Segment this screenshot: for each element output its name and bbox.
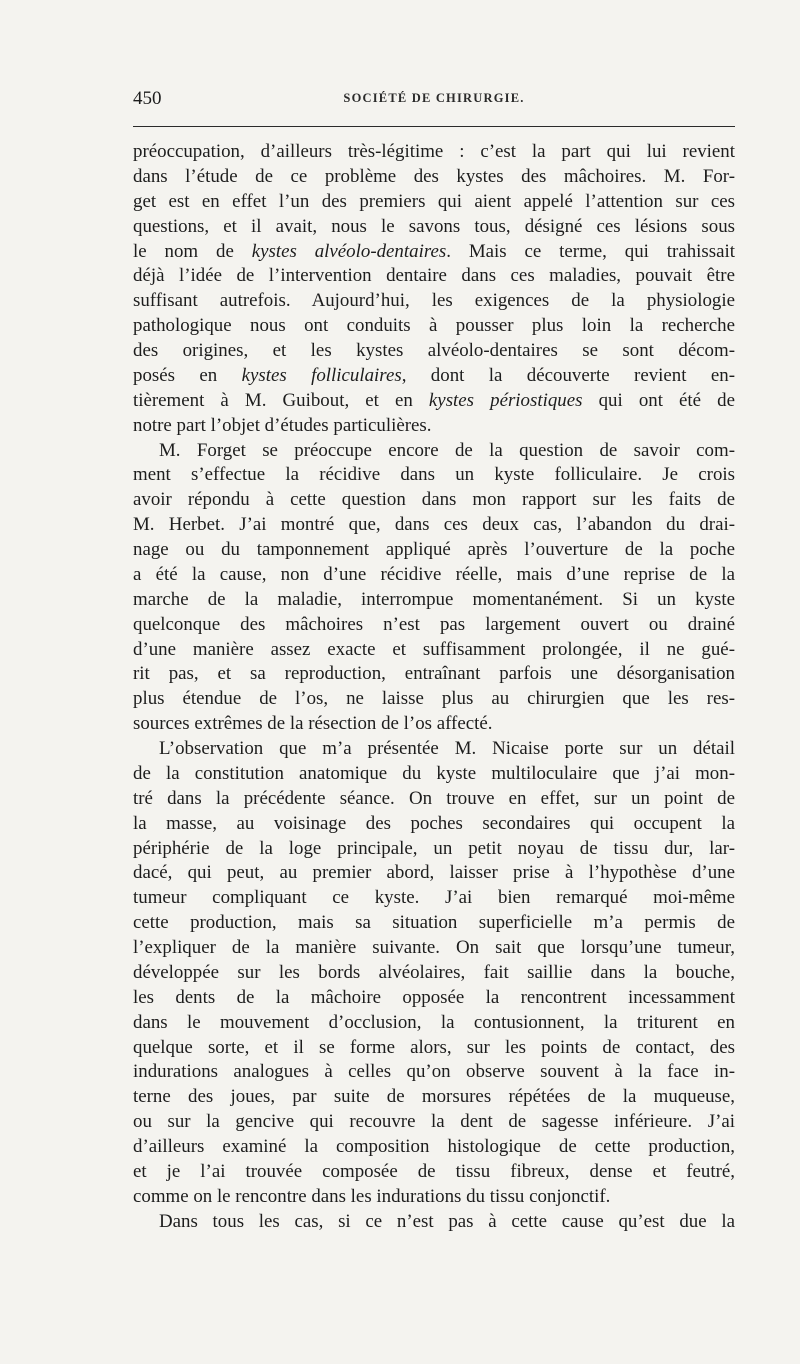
page-number: 450 <box>133 88 162 109</box>
text-line: pathologique nous ont conduits à pousser plus loin la recherche <box>133 315 735 337</box>
header-rule <box>133 126 735 127</box>
running-head <box>133 88 735 110</box>
text-line: notre part l’objet d’études particulières. <box>133 414 432 436</box>
text-line: périphérie de la loge principale, un petit noyau de tissu dur, lar- <box>133 837 735 859</box>
text-line: L’observation que m’a présentée M. Nicaise porte sur un détail <box>159 738 735 759</box>
paragraph-4 <box>133 1210 735 1235</box>
text-line: rit pas, et sa reproduction, entraînant parfois une désorganisation <box>133 663 735 685</box>
text-line: M. Herbet. J’ai montré que, dans ces deux cas, l’abandon du drai- <box>133 514 735 536</box>
text-line: tumeur compliquant ce kyste. J’ai bien remarqué moi-même <box>133 887 735 909</box>
text-line: ment s’effectue la récidive dans un kyste folliculaire. Je crois <box>133 464 735 486</box>
body-text <box>133 140 735 1235</box>
text-line <box>133 240 735 265</box>
paragraph-2 <box>133 439 735 738</box>
italic-term: kystes alvéolo-dentaires <box>251 240 447 262</box>
text-line: dans le mouvement d’occlusion, la contusionnent, la triturent en <box>133 1011 735 1033</box>
text-line: avoir répondu à cette question dans mon rapport sur les faits de <box>133 489 735 511</box>
text-line: la masse, au voisinage des poches secondaires qui occupent la <box>133 812 735 834</box>
book-page <box>133 88 735 1235</box>
italic-term: kystes folliculaires <box>241 364 402 386</box>
text-line: nage ou du tamponnement appliqué après l’ouverture de la poche <box>133 539 735 560</box>
text-run: tièrement à M. Guibout, et en <box>133 389 429 411</box>
text-line: Dans tous les cas, si ce n’est pas à cette cause qu’est due la <box>159 1210 735 1232</box>
text-line: a été la cause, non d’une récidive réelle, mais d’une reprise de la <box>133 563 735 585</box>
text-line: quelque sorte, et il se forme alors, sur les points de contact, des <box>133 1036 735 1058</box>
text-line: cette production, mais sa situation superficielle m’a permis de <box>133 912 735 934</box>
text-line: et je l’ai trouvée composée de tissu fibreux, dense et feutré, <box>133 1160 735 1182</box>
text-line: les dents de la mâchoire opposée la rencontrent incessamment <box>133 986 735 1008</box>
text-run: posés en <box>133 364 242 386</box>
text-run: , dont la découverte revient en- <box>401 364 735 386</box>
text-line: préoccupation, d’ailleurs très-légitime : c’est la part qui lui revient <box>133 141 735 162</box>
text-line: indurations analogues à celles qu’on observe souvent à la face in- <box>133 1061 735 1083</box>
text-line: quelconque des mâchoires n’est pas largement ouvert ou drainé <box>133 613 735 635</box>
text-line: ou sur la gencive qui recouvre la dent de sagesse inférieure. J’ai <box>133 1111 735 1133</box>
text-line: d’une manière assez exacte et suffisamment prolongée, il ne gué- <box>133 638 735 660</box>
text-line: d’ailleurs examiné la composition histologique de cette production, <box>133 1136 735 1157</box>
text-line: sources extrêmes de la résection de l’os affecté. <box>133 713 493 735</box>
text-line: l’expliquer de la manière suivante. On sait que lorsqu’une tumeur, <box>133 937 735 958</box>
text-run: qui ont été de <box>582 389 735 411</box>
paragraph-1 <box>133 140 735 439</box>
text-line: suffisant autrefois. Aujourd’hui, les exigences de la physiologie <box>133 290 735 312</box>
text-run: le nom de <box>133 240 252 262</box>
text-run: . Mais ce terme, qui trahissait <box>446 240 736 262</box>
text-line: terne des joues, par suite de morsures répétées de la muqueuse, <box>133 1086 735 1108</box>
text-line: tré dans la précédente séance. On trouve en effet, sur un point de <box>133 787 735 809</box>
text-line: déjà l’idée de l’intervention dentaire dans ces maladies, pouvait être <box>133 265 735 287</box>
text-line: M. Forget se préoccupe encore de la question de savoir com- <box>159 439 735 461</box>
text-line: plus étendue de l’os, ne laisse plus au chirurgien que les res- <box>133 688 735 710</box>
paragraph-3 <box>133 737 735 1210</box>
text-line: marche de la maladie, interrompue momentanément. Si un kyste <box>133 588 735 610</box>
text-line: dans l’étude de ce problème des kystes des mâchoires. M. For- <box>133 165 735 187</box>
text-line: get est en effet l’un des premiers qui aient appelé l’attention sur ces <box>133 190 735 212</box>
text-line: questions, et il avait, nous le savons tous, désigné ces lésions sous <box>133 215 735 237</box>
text-line: de la constitution anatomique du kyste multiloculaire que j’ai mon- <box>133 762 735 784</box>
text-line: dacé, qui peut, au premier abord, laisser prise à l’hypothèse d’une <box>133 862 735 884</box>
text-line <box>133 364 735 389</box>
text-line: des origines, et les kystes alvéolo-dentaires se sont décom- <box>133 340 735 361</box>
text-line: développée sur les bords alvéolaires, fait saillie dans la bouche, <box>133 961 735 983</box>
text-line: comme on le rencontre dans les indurations du tissu conjonctif. <box>133 1185 611 1207</box>
running-title: SOCIÉTÉ DE CHIRURGIE. <box>343 91 525 105</box>
text-line <box>133 389 735 414</box>
italic-term: kystes périostiques <box>428 389 583 411</box>
